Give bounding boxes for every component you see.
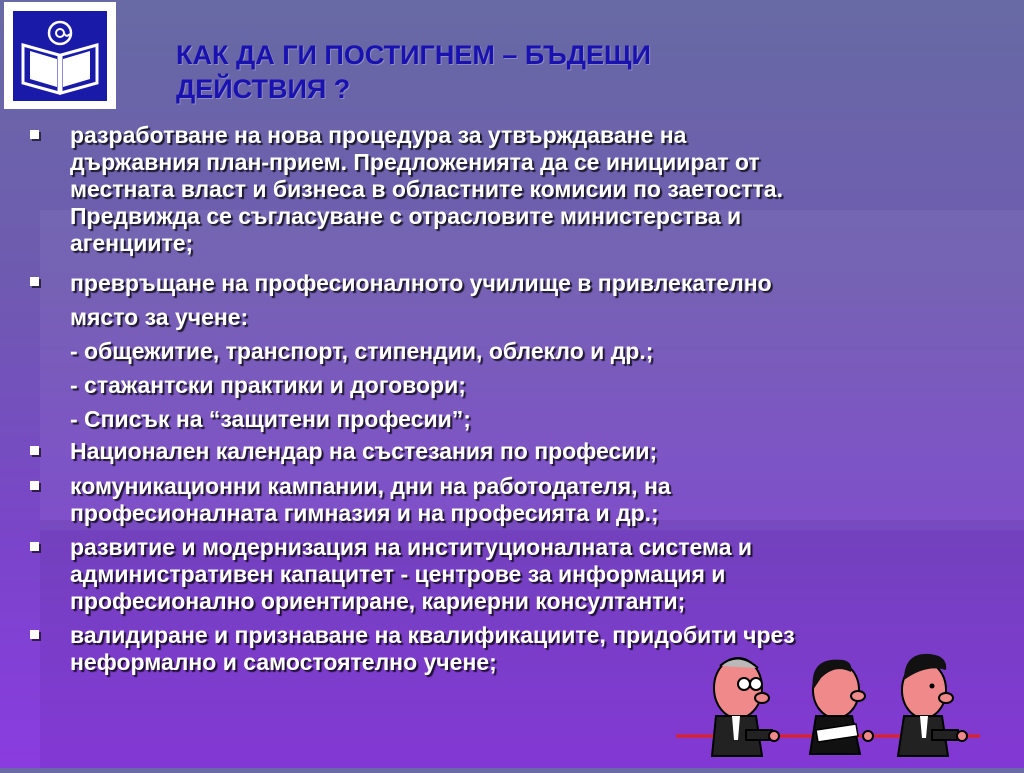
bullet-line: валидиране и признаване на квалификациите, придобити чрез [70,622,795,648]
bullet-marker [30,630,39,639]
bullet-line: комуникационни кампании, дни на работодателя, на [70,473,671,499]
bullet-line: - стажантски практики и договори; [70,372,466,398]
bullet-line: агенциите; [70,230,194,256]
bullet-line: местната власт и бизнеса в областните комисии по заетостта. [70,176,783,202]
bullet-line: професионалната гимназия и на професията и др.; [70,500,659,526]
bullet-marker [30,481,39,490]
bullet-marker [30,277,39,286]
bullet-line: административен капацитет - центрове за информация и [70,561,726,587]
bullet-line: развитие и модернизация на институционалната система и [70,534,753,560]
title-line: КАК ДА ГИ ПОСТИГНЕМ – БЪДЕЩИ [176,40,651,70]
title-line: ДЕЙСТВИЯ ? [176,74,351,104]
bullet-line: Предвижда се съгласуване с отрасловите министерства и [70,203,742,229]
three-people-pulling-rope-illustration [676,650,982,768]
bullet-line: - общежитие, транспорт, стипендии, облекло и др.; [70,338,654,364]
bullet-item-2 [70,266,1000,436]
bullet-line: място за учене: [70,304,249,330]
logo [4,2,116,109]
bullet-item-4 [70,473,1000,527]
bullet-marker [30,542,39,551]
slide-title [176,38,876,106]
bullet-line: разработване на нова процедура за утвърждаване на [70,122,687,148]
bullet-line: професионално ориентиране, кариерни консултанти; [70,588,686,614]
bullet-item-5 [70,534,1000,615]
bullet-item-3 [70,438,1000,465]
bullet-marker [30,446,39,455]
bullet-line: неформално и самостоятелно учене; [70,649,497,675]
bullet-line: - Списък на “защитени професии”; [70,406,471,432]
bullet-line: превръщане на професионалното училище в привлекателно [70,270,772,296]
bullet-item-1 [70,122,1000,257]
open-book-at-icon [13,11,107,101]
bullet-marker [30,130,39,139]
bullet-line: държавния план-прием. Предложенията да се инициират от [70,149,760,175]
bullet-line: Национален календар на състезания по професии; [70,438,658,464]
